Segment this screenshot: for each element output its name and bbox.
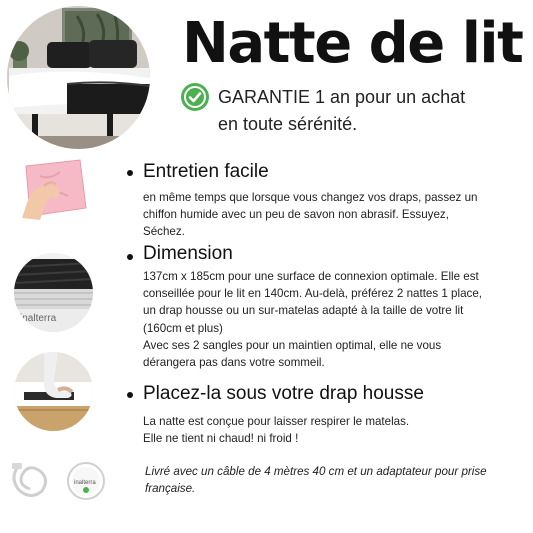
text-line: Séchez. [143,225,185,239]
guarantee-text [218,84,518,138]
text-line: Elle ne tient ni chaud! ni froid ! [143,432,299,446]
text-line: française. [145,482,196,496]
section-heading-placement: Placez-la sous votre drap housse [143,383,424,404]
text-line: Livré avec un câble de 4 mètres 40 cm et un adaptateur pour prise [145,465,487,478]
section-heading-entretien: Entretien facile [143,161,269,182]
adapter-brand-label: inalterra [74,480,96,486]
bullet-dot [127,170,133,176]
text-line: chiffon humide avec un peu de savon non abrasif. Essuyez, [143,208,449,222]
check-circle-icon [180,82,210,112]
section-text-entretien [143,189,518,241]
footer-note [145,463,525,497]
text-line: conseillée pour le lit en 140cm. Au-delà, préférez 2 nattes 1 place, [143,287,482,301]
text-line: La natte est conçue pour laisser respirer le matelas. [143,415,410,428]
guarantee-line-2: en toute sérénité. [218,114,358,134]
text-line: dérangera pas dans votre sommeil. [143,356,325,370]
text-line: (160cm et plus) [143,321,223,335]
cable-adapter-image [8,457,108,507]
mat-closeup-image [14,253,93,332]
text-line: en même temps que lorsque vous changez vos draps, passez un [143,191,478,204]
guarantee-line-1: GARANTIE 1 an pour un achat [218,87,466,107]
brand-label: inalterra [20,313,57,324]
text-line: un drap housse ou un sur-matelas adapté à la taille de votre lit [143,304,464,318]
bullet-dot [127,254,133,260]
bullet-dot [127,392,133,398]
section-text-placement [143,413,518,447]
section-text-dimension [143,268,523,371]
page-title: Natte de lit [182,11,523,76]
text-line: Avec ses 2 sangles pour un maintien optimal, elle ne vous [143,338,442,352]
section-heading-dimension: Dimension [143,243,233,264]
mattress-placement-image [14,352,93,431]
bedroom-illustration [7,6,150,149]
text-line: 137cm x 185cm pour une surface de connexion optimale. Elle est [143,270,479,283]
cleaning-cloth-image [20,158,90,220]
bedroom-photo [7,6,150,149]
